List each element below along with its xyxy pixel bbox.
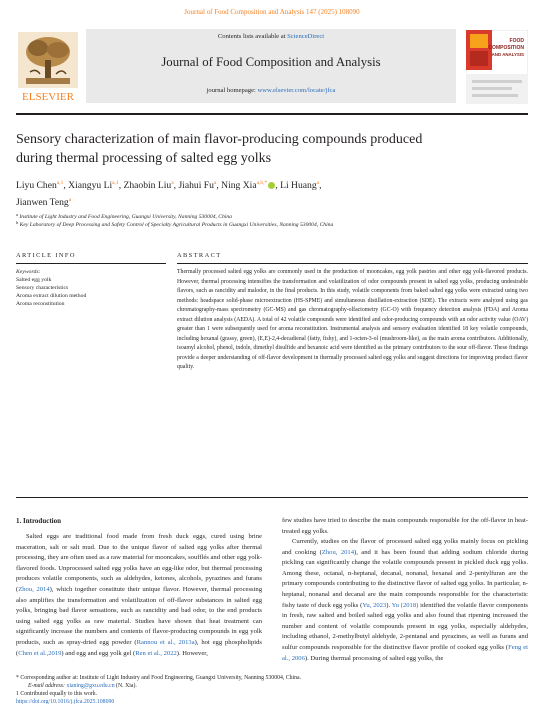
journal-homepage-link[interactable]: www.elsevier.com/locate/jfca [257, 87, 336, 94]
body-text: ), which together constitute their unique flavor. However, thermal processing also amplifies the transformation and volatilization of off-flavor substances in salted egg yolks, bringing bad flavor sensations, such as rancidity and bad odor, to the end products using salted egg yolks as raw material. Studies have shown that heat treatment can significantly increase the numbers and contents of flavor-producing compounds in egg yolk products, such as spray-dried egg powder ( [16, 585, 263, 646]
body-text: ), and it has been found that adding sodium chloride during pickling can significantly change the volatile compounds present in pickled duck egg yolks. Among these, octanal, n-heptanal, decanal, nonanal, hexanal and 2-pentylfuran are the primary compounds contributing to the distinctive flavor of salted egg yolks. In particular, n-heptanal, nonanal and decanal are the main compounds responsible for the characteristic fishy taste of duck egg yolks ( [282, 548, 529, 609]
abstract-rule [177, 263, 528, 264]
body-text: ), hot egg phospholipids ( [16, 638, 262, 657]
abstract-bottom-rule [16, 497, 528, 498]
author[interactable]: Xiangyu Li$^{a,1}$ [68, 180, 119, 191]
body-text: Currently, studies on the flavor of processed salted egg yolks mainly focus on pickling and cooking ( [282, 538, 528, 556]
elsevier-logo[interactable] [16, 30, 80, 104]
intro-left-column [16, 532, 262, 659]
affiliation-a: $^a$ Institute of Light Industry and Food Engineering, Guangxi University, Nanning 530004, China [16, 212, 232, 220]
homepage-prefix: journal homepage: [206, 87, 258, 94]
contents-line [86, 33, 456, 40]
journal-name: Journal of Food Composition and Analysis [161, 55, 381, 69]
keyword-item[interactable]: Aroma extract dilution method [16, 293, 87, 299]
body-text: identified the volatile flavor components in fresh, raw salted and boiled salted egg yolks and also found that ripening increased the number and content of volatile compounds present in egg yolks, especially aldehydes, including ethanol, 2-methylbutyl aldehyde, 2-pentanal and pyrazines, as well as furans and sulfur compounds responsible for the distinctive flavor profile of cooked egg yolks ( [282, 601, 528, 651]
journal-cover-thumbnail[interactable] [466, 30, 528, 104]
cover-text-composition: COMPOSITION [488, 45, 524, 51]
body-text: ). However, [176, 649, 208, 657]
cover-text-analysis: AND ANALYSIS [491, 52, 524, 57]
sciencedirect-link[interactable]: ScienceDirect [287, 33, 325, 40]
body-text: ) and egg and egg yolk gel ( [61, 649, 136, 657]
affiliation-b: $^b$ Key Laboratory of Deep Processing and Safety Control of Specialty Agricultural Products in Guangxi Universities, Nanning 530004, China [16, 220, 334, 228]
orcid-icon[interactable] [268, 182, 275, 189]
article-info-heading: ARTICLE INFO [16, 252, 76, 259]
section-heading-introduction: 1. Introduction [16, 517, 61, 525]
author[interactable]: Li Huang$^a$ [280, 180, 320, 191]
intro-right-paragraph-2 [282, 537, 528, 664]
body-text: ). [386, 601, 392, 609]
keyword-item[interactable]: Aroma reconstitution [16, 301, 65, 307]
title-line-1: Sensory characterization of main flavor-producing compounds produced [16, 132, 423, 147]
author[interactable]: Liyu Chen$^{a,1}$ [16, 180, 64, 191]
author[interactable]: Zhaobin Liu$^a$ [123, 180, 174, 191]
header-rule [16, 113, 528, 115]
article-title [16, 130, 486, 168]
citation-link[interactable]: Ren et al., 2022 [135, 649, 177, 657]
contents-prefix: Contents lists available at [217, 33, 288, 40]
citation-link[interactable]: Zhou, 2014 [321, 548, 355, 556]
journal-cover-icon [466, 30, 528, 104]
author[interactable]: Ning Xia$^{a,b,*}$ [221, 180, 275, 191]
publisher-logo-text: ELSEVIER [22, 91, 74, 103]
citation-link[interactable]: Rannou et al., 2013a [136, 638, 195, 646]
author-list: Liyu Chen$^{a,1}$, Xiangyu Li$^{a,1}$, Zhaobin Liu$^a$, Jiahui Fu$^a$, Ning Xia$^{a,b,*}$ , Li Huang$^a$, Jianwen Teng$^a$ [16, 180, 322, 208]
title-line-2: during thermal processing of salted egg yolks [16, 151, 272, 166]
abstract-text: Thermally processed salted egg yolks are commonly used in the production of mooncakes, egg yolk pastries and other egg yolk-flavored products. However, thermal processing intensifies the transformation and volatilization of odor compounds present in salted egg yolks, producing undesirable flavors, such as rancidity and malodor, in the final products. In this study, volatile components from baked salted egg yolks were extracted using two methods: headspace solid-phase microextraction (HS-SPME) and simultaneous distillation-extraction (SDE). The extracts were analyzed using gas chromatography-mass spectrometry (GC-MS) and gas chromatography-olfactometry (GC-O) with frequency detection analysis (FDA) and Aroma extract dilution analysis (AEDA). A total of 42 volatile compounds were identified and odor-producing compounds with an odor activity value (OAV) greater than 1 were subsequently used for aroma reconstitution. Instrumental analysis and sensory evaluation identified 18 key volatile compounds, including hexanal (grassy, green), (E,E)-2,4-decadienal (fatty, fishy), and 1-octen-3-ol (mushroom-like), as the main aroma contributors. Additionally, isoamyl alcohol, phenol, indole, dimethyl disulfide and hexanoic acid were identified as the primary contributors to the sour off-flavor. These findings provide a deeper understanding of off-flavor development in thermally processed salted egg yolks and suggest directions for improving product flavor quality. [177, 269, 528, 370]
abstract-heading: ABSTRACT [177, 252, 222, 259]
cover-text-food: FOOD [509, 38, 524, 44]
elsevier-tree-icon [16, 30, 80, 104]
body-text: Salted eggs are traditional food made from fresh duck eggs, cured using brine maceration, salt or salt mud. Due to the unique flavor of salted egg yolks after thermal processing, they are often used as a raw material for mooncakes, soufflés and other egg yolk-flavored foods. Unprocessed salted egg yolks have an egg-like odor, but thermal processing produces volatile components, such as aldehydes, ketones, alcohols, pyrazines and furans ( [16, 533, 262, 593]
article-info-rule [16, 263, 166, 264]
citation-link[interactable]: Yu (2018) [391, 601, 419, 609]
citation-link[interactable]: Zhou, 2014 [18, 585, 50, 593]
citation-link[interactable]: Chen et al.,2019 [18, 649, 62, 657]
citation-link[interactable]: Feng et al., 2006 [282, 643, 528, 662]
corresponding-author-footnote: * Corresponding author at: Institute of Light Industry and Food Engineering, Guangxi University, Nanning 530004, China. [16, 675, 302, 681]
keyword-item[interactable]: Salted egg yolk [16, 277, 52, 283]
author[interactable]: Jiahui Fu$^a$ [178, 180, 217, 191]
author[interactable]: Jianwen Teng$^a$ [16, 197, 72, 208]
citation-link[interactable]: Yu, 2023 [362, 601, 387, 609]
keyword-item[interactable]: Sensory characteristics [16, 285, 69, 291]
body-text: ). During thermal processing of salted egg yolks, the [304, 654, 444, 662]
journal-citation[interactable]: Journal of Food Composition and Analysis 147 (2025) 108090 [184, 8, 360, 16]
intro-right-paragraph-1: few studies have tried to describe the main compounds responsible for the off-flavor in heat-treated egg yolks. [282, 517, 528, 535]
homepage-line [86, 87, 456, 94]
email-link[interactable]: xianing@gxu.edu.cn [66, 683, 115, 689]
doi-link[interactable]: https://doi.org/10.1016/j.jfca.2025.108090 [16, 699, 115, 704]
keywords-label: Keywords: [16, 269, 41, 275]
equal-contribution-footnote: 1 Contributed equally to this work. [16, 691, 98, 697]
email-footnote: E-mail address: xianing@gxu.edu.cn (N. Xia). [28, 683, 137, 689]
